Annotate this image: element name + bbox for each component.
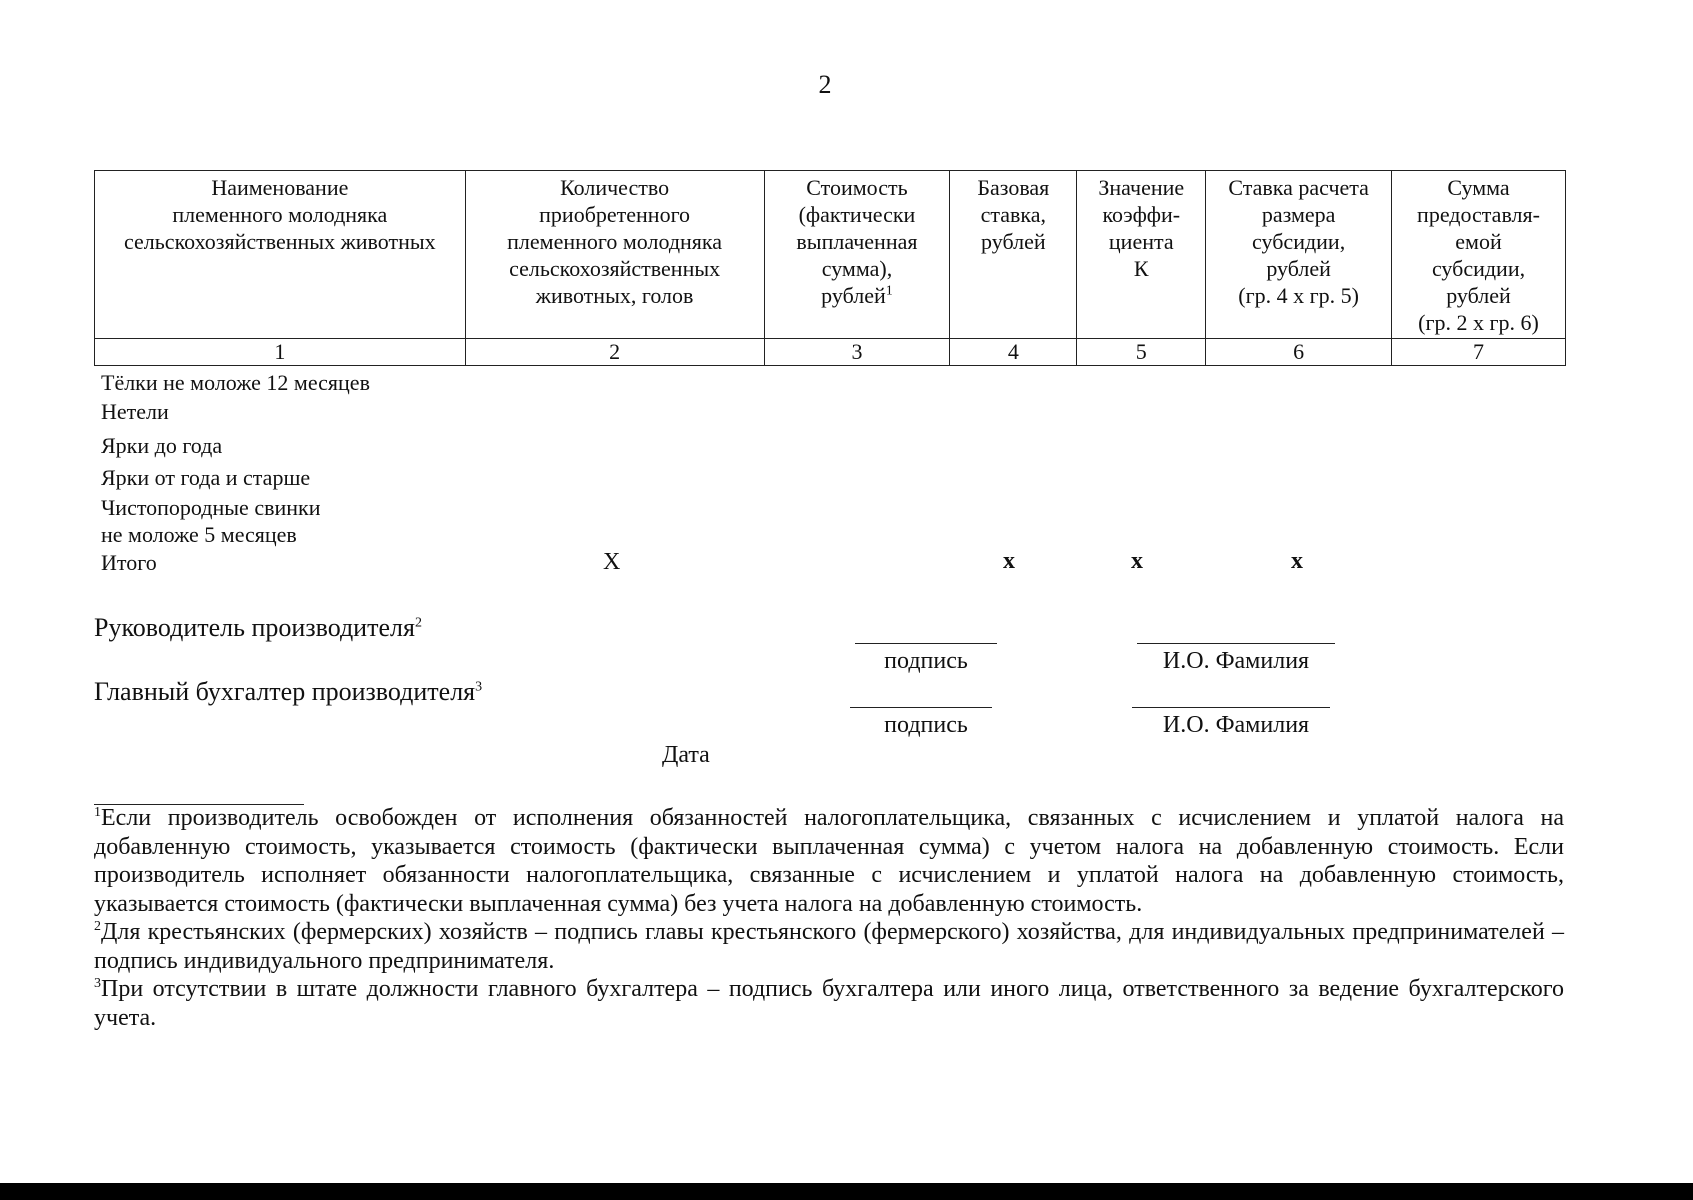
row-label-heifers-pregnant: Нетели <box>101 399 169 424</box>
accountant-name-line <box>1132 707 1330 708</box>
footnote-1: $^1$Если производитель освобожден от исполнения обязанностей налогоплательщика, связанных с исчислением и уплатой налога на добавленную стоимость, указывается стоимость (фактически выплаченная сумма) с учетом налога на добавленную стоимость. Если производитель исполняет обязанности налогоплательщика, связанные с исчислением и уплатой налога на добавленную стоимость, указывается стоимость (фактически выплаченная сумма) без учета налога на добавленную стоимость. <box>94 805 1564 917</box>
footnote-2: $^2$Для крестьянских (фермерских) хозяйств – подпись главы крестьянского (фермерского) хозяйства, для индивидуальных предпринимателей – подпись индивидуального предпринимателя. <box>94 919 1564 974</box>
total-mark-col4: х <box>1003 548 1015 574</box>
column-number: 1 <box>95 339 466 366</box>
head-name-caption: И.О. Фамилия <box>1162 648 1310 674</box>
column-number: 5 <box>1077 339 1206 366</box>
header-cell: Значение коэффи- циента К <box>1077 171 1206 339</box>
header-cell: Стоимость (фактически выплаченная сумма), рублей$^1$ <box>764 171 950 339</box>
accountant-sign-caption: подпись <box>884 712 968 738</box>
footnotes <box>94 804 1564 1032</box>
header-cell: Количество приобретенного племенного молодняка сельскохозяйственных животных, голов <box>465 171 764 339</box>
head-signature-label: Руководитель производителя$^2$ <box>94 613 422 642</box>
accountant-name-caption: И.О. Фамилия <box>1162 712 1310 738</box>
column-number-row <box>95 339 1566 366</box>
head-sign-caption: подпись <box>884 648 968 674</box>
row-label-heifers-12m: Тёлки не моложе 12 месяцев <box>101 370 370 395</box>
head-signature-line <box>855 643 997 644</box>
head-name-line <box>1137 643 1335 644</box>
header-cell: Базовая ставка, рублей <box>950 171 1077 339</box>
column-number: 7 <box>1392 339 1566 366</box>
header-cell: Ставка расчета размера субсидии, рублей (гр. 4 х гр. 5) <box>1206 171 1392 339</box>
header-cell: Наименование племенного молодняка сельскохозяйственных животных <box>95 171 466 339</box>
row-label-ewes-over-year: Ярки от года и старше <box>101 465 311 490</box>
scan-edge-bar <box>0 1183 1693 1200</box>
column-number: 4 <box>950 339 1077 366</box>
total-mark-col5: х <box>1131 548 1143 574</box>
footnote-3: $^3$При отсутствии в штате должности главного бухгалтера – подпись бухгалтера или иного лица, ответственного за ведение бухгалтерского учета. <box>94 976 1564 1031</box>
column-number: 2 <box>465 339 764 366</box>
row-label-purebred-gilts: Чистопородные свинки <box>101 495 321 520</box>
header-cell: Сумма предоставля- емой субсидии, рублей (гр. 2 х гр. 6) <box>1392 171 1566 339</box>
total-mark-col2: Х <box>603 549 621 575</box>
row-label-ewes-under-year: Ярки до года <box>101 433 223 458</box>
row-label-total: Итого <box>101 550 157 575</box>
table-header-row <box>95 171 1566 339</box>
subsidy-table <box>94 170 1566 366</box>
page-number: 2 <box>818 70 832 99</box>
total-mark-col6: х <box>1291 548 1303 574</box>
accountant-signature-line <box>850 707 992 708</box>
date-label: Дата <box>662 742 710 768</box>
accountant-signature-label: Главный бухгалтер производителя$^3$ <box>94 677 483 706</box>
footnote-ref: 1 <box>885 283 893 299</box>
column-number: 6 <box>1206 339 1392 366</box>
column-number: 3 <box>764 339 950 366</box>
row-label-gilts-5m: не моложе 5 месяцев <box>101 522 297 547</box>
